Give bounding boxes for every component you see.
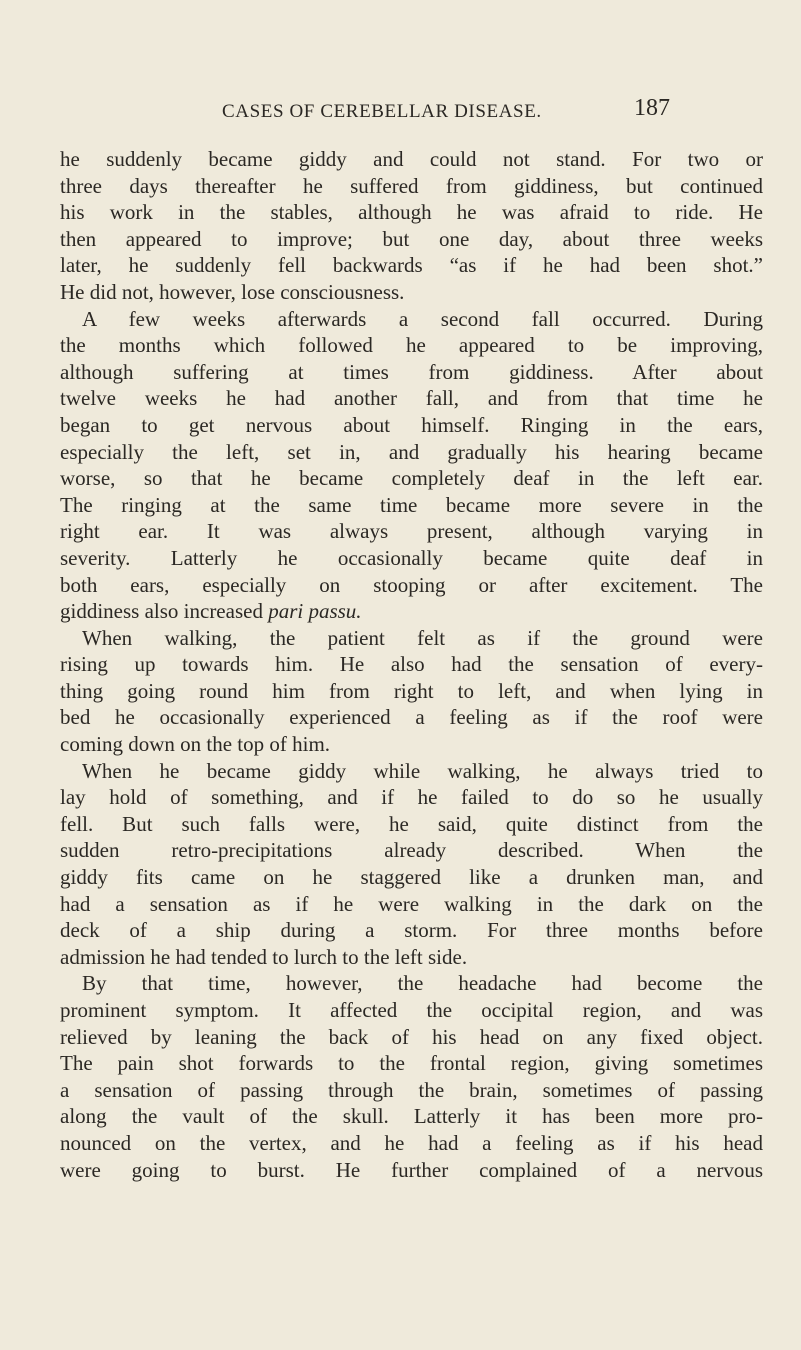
text-line: along the vault of the skull. Latterly it has been more pro- bbox=[60, 1104, 763, 1129]
text-line bbox=[60, 598, 763, 625]
text-line: thing going round him from right to left, and when lying in bbox=[60, 678, 763, 703]
text-line: he suddenly became giddy and could not stand. For two or bbox=[60, 147, 763, 171]
text-line: A few weeks afterwards a second fall occurred. During bbox=[82, 306, 763, 331]
text-line: his work in the stables, although he was afraid to ride. He bbox=[60, 200, 763, 225]
text-line: deck of a ship during a storm. For three months before bbox=[60, 918, 763, 943]
running-title: CASES OF CEREBELLAR DISEASE. bbox=[222, 101, 542, 122]
text-line: coming down on the top of him. bbox=[60, 732, 331, 757]
text-line: right ear. It was always present, although varying in bbox=[60, 519, 763, 544]
text-line: lay hold of something, and if he failed to do so he usually bbox=[60, 785, 763, 810]
page-number: 187 bbox=[634, 95, 670, 121]
text-line: both ears, especially on stooping or after excitement. The bbox=[60, 572, 763, 597]
text-line: severity. Latterly he occasionally became quite deaf in bbox=[60, 545, 763, 570]
text-line: prominent symptom. It affected the occipital region, and was bbox=[60, 998, 763, 1022]
italic-latin-phrase: pari passu. bbox=[268, 599, 362, 624]
text-line: later, he suddenly fell backwards “as if he had been shot.” bbox=[60, 253, 763, 278]
text-span: giddiness also increased bbox=[60, 599, 263, 624]
text-line: twelve weeks he had another fall, and from that time he bbox=[60, 386, 763, 411]
text-line: The ringing at the same time became more severe in the bbox=[60, 492, 763, 517]
text-line: fell. But such falls were, he said, quite distinct from the bbox=[60, 811, 763, 836]
text-line: three days thereafter he suffered from giddiness, but continued bbox=[60, 173, 763, 198]
text-line: He did not, however, lose consciousness. bbox=[60, 279, 405, 304]
text-line: bed he occasionally experienced a feeling as if the roof were bbox=[60, 705, 763, 730]
text-line: especially the left, set in, and gradually his hearing became bbox=[60, 439, 763, 464]
text-line: nounced on the vertex, and he had a feeling as if his head bbox=[60, 1130, 763, 1155]
text-line: When he became giddy while walking, he always tried to bbox=[82, 758, 763, 783]
text-line: the months which followed he appeared to be improving, bbox=[60, 333, 763, 358]
text-line: The pain shot forwards to the frontal region, giving sometimes bbox=[60, 1051, 763, 1076]
running-header bbox=[0, 95, 801, 131]
text-line: worse, so that he became completely deaf in the left ear. bbox=[60, 466, 763, 491]
text-line: giddy fits came on he staggered like a drunken man, and bbox=[60, 865, 763, 890]
text-line: then appeared to improve; but one day, about three weeks bbox=[60, 226, 763, 251]
text-line: relieved by leaning the back of his head on any fixed object. bbox=[60, 1024, 763, 1049]
text-line: although suffering at times from giddiness. After about bbox=[60, 359, 763, 384]
text-line: When walking, the patient felt as if the ground were bbox=[82, 625, 763, 650]
body-text bbox=[60, 146, 763, 1183]
text-line: admission he had tended to lurch to the left side. bbox=[60, 944, 468, 969]
text-line: began to get nervous about himself. Ringing in the ears, bbox=[60, 412, 763, 437]
text-line: were going to burst. He further complained of a nervous bbox=[60, 1157, 763, 1182]
text-line: sudden retro-precipitations already described. When the bbox=[60, 838, 763, 863]
text-line: By that time, however, the headache had become the bbox=[82, 971, 763, 996]
text-line: rising up towards him. He also had the sensation of every- bbox=[60, 652, 763, 677]
text-line: had a sensation as if he were walking in the dark on the bbox=[60, 891, 763, 916]
text-line: a sensation of passing through the brain, sometimes of passing bbox=[60, 1077, 763, 1102]
